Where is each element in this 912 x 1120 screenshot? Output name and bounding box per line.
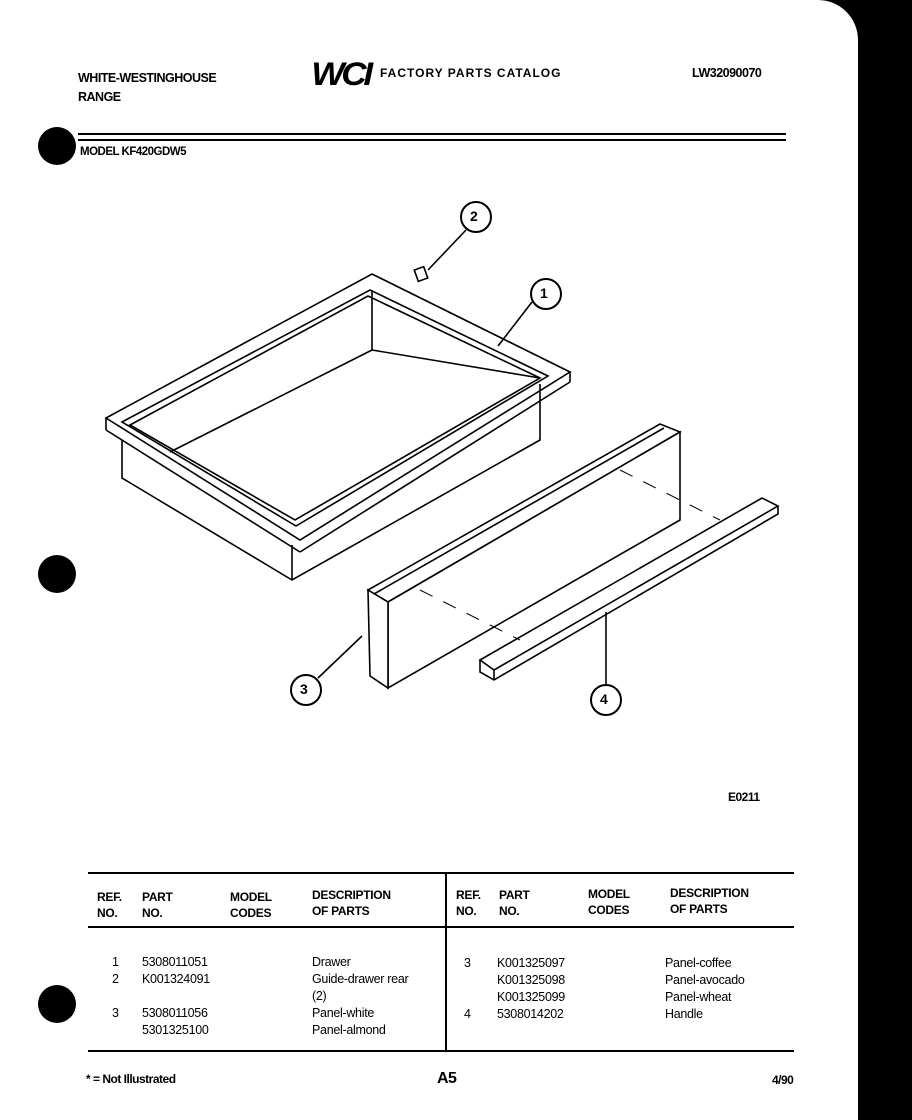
wci-logo: WCI — [311, 56, 370, 92]
drawer-guide-illustration — [414, 267, 428, 282]
callout-2: 2 — [470, 208, 478, 224]
table-bottom-rule — [88, 1050, 794, 1052]
description: Handle — [665, 1007, 703, 1021]
ref-no: 3 — [112, 1006, 119, 1020]
table-header-rule — [88, 926, 794, 928]
callout-3: 3 — [300, 681, 308, 697]
part-number: 5308014202 — [497, 1007, 564, 1021]
catalog-number: LW32090070 — [692, 66, 762, 80]
table-top-rule — [88, 872, 794, 874]
catalog-title: FACTORY PARTS CATALOG — [380, 66, 562, 80]
description: Panel-wheat — [665, 990, 732, 1004]
model-number: MODEL KF420GDW5 — [80, 146, 187, 158]
part-number: K001324091 — [142, 972, 210, 986]
brand-name: WHITE-WESTINGHOUSE — [78, 71, 217, 85]
callout-1: 1 — [540, 285, 548, 301]
header-description: DESCRIPTION OF PARTS — [670, 886, 749, 916]
part-number: 5308011051 — [142, 955, 208, 969]
header-description: DESCRIPTION OF PARTS — [312, 888, 391, 918]
description: Panel-coffee — [665, 956, 732, 970]
ref-no: 1 — [112, 955, 119, 969]
ref-no: 3 — [464, 956, 471, 970]
description: Panel-white — [312, 1006, 375, 1020]
callout-4: 4 — [600, 691, 608, 707]
description: Panel-avocado — [665, 973, 745, 987]
revision-date: 4/90 — [772, 1073, 794, 1087]
description: Panel-almond — [312, 1023, 386, 1037]
figure-code: E0211 — [728, 790, 760, 804]
description: Drawer — [312, 955, 351, 969]
description: (2) — [312, 989, 327, 1003]
binder-hole — [38, 985, 76, 1023]
not-illustrated-note: * = Not Illustrated — [86, 1072, 176, 1086]
header-model-codes: MODEL CODES — [230, 890, 272, 920]
table-column-divider — [445, 874, 447, 1050]
description: Guide-drawer rear — [312, 972, 409, 986]
part-number: 5301325100 — [142, 1023, 209, 1037]
header-part-no: PART NO. — [499, 888, 530, 918]
header-ref-no: REF. NO. — [97, 890, 122, 920]
product-type: RANGE — [78, 90, 121, 104]
part-number: K001325097 — [497, 956, 565, 970]
header-model-codes: MODEL CODES — [588, 887, 630, 917]
page-number: A5 — [437, 1070, 457, 1087]
part-number: K001325099 — [497, 990, 565, 1004]
part-number: K001325098 — [497, 973, 565, 987]
header-ref-no: REF. NO. — [456, 888, 481, 918]
ref-no: 4 — [464, 1007, 471, 1021]
header-part-no: PART NO. — [142, 890, 173, 920]
part-number: 5308011056 — [142, 1006, 208, 1020]
ref-no: 2 — [112, 972, 119, 986]
